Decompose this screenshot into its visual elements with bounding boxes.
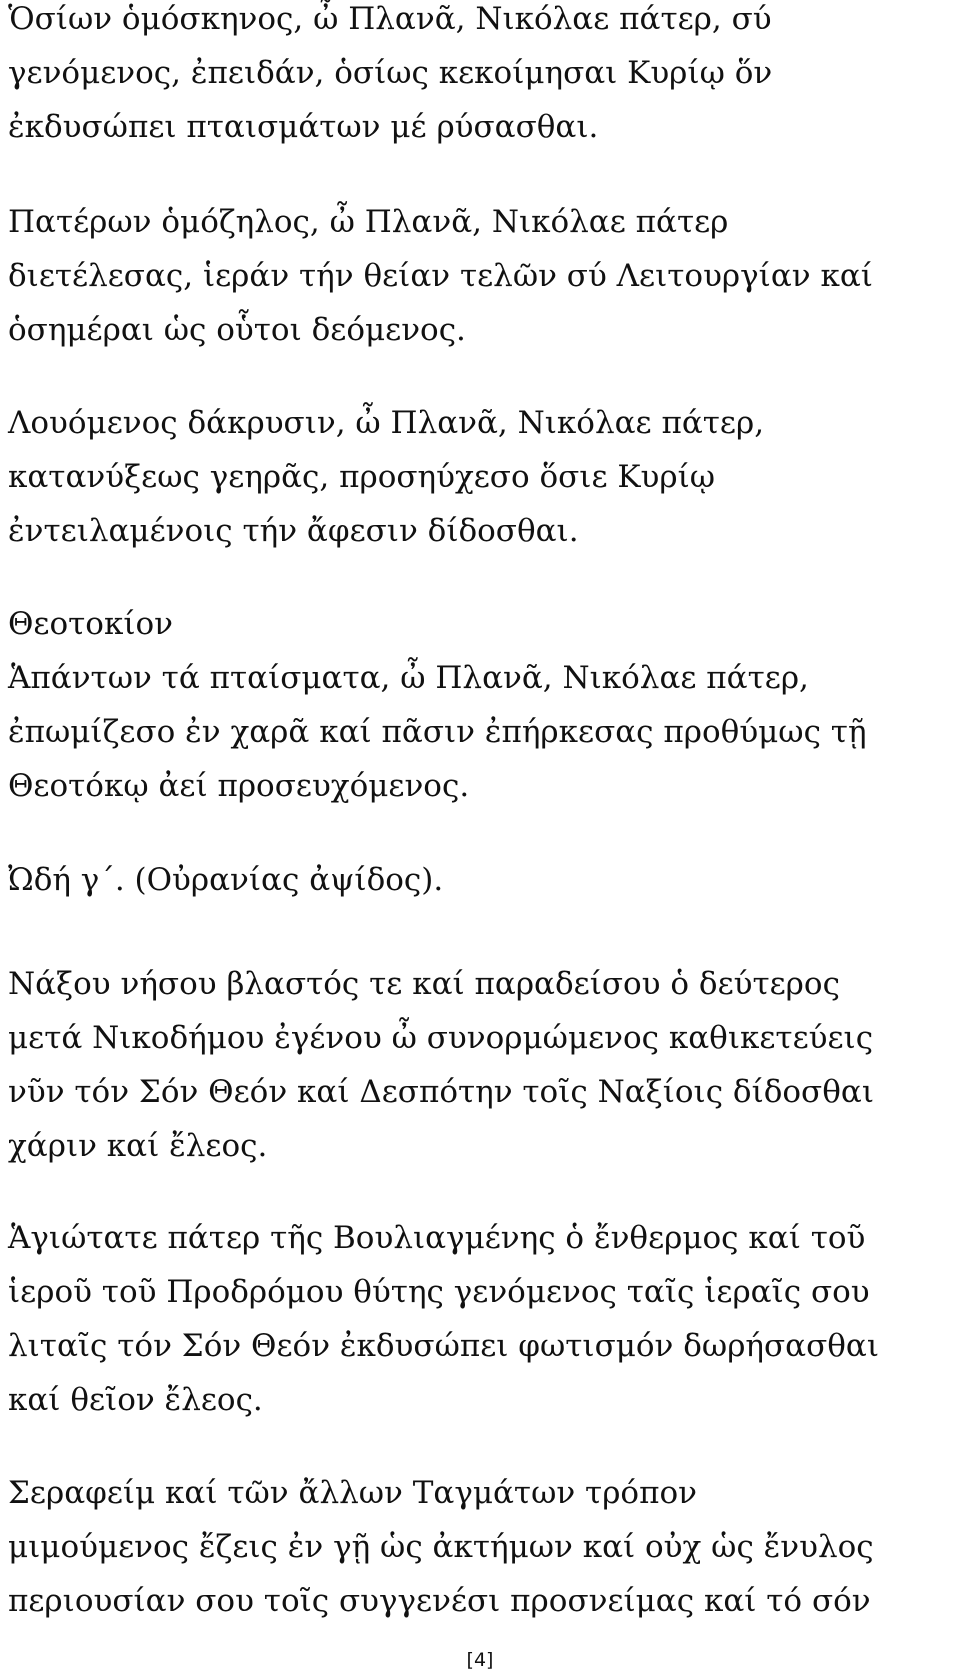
- text-line: λιταῖς τόν Σόν Θεόν ἐκδυσώπει φωτισμόν δωρήσασθαι: [8, 1328, 879, 1364]
- troparion-paragraph-4: [8, 957, 874, 1173]
- text-line: Νάξου νήσου βλαστός τε καί παραδείσου ὁ δεύτερος: [8, 966, 840, 1002]
- troparion-paragraph-6: [8, 1466, 874, 1628]
- text-line: ἐκδυσώπει πταισμάτων μέ ρύσασθαι.: [8, 109, 599, 145]
- text-line: Σεραφείμ καί τῶν ἄλλων Ταγμάτων τρόπον: [8, 1475, 697, 1511]
- ode-title: Ὠδή γ΄. (Οὐρανίας ἀψίδος).: [8, 862, 444, 898]
- theotokion-paragraph: [8, 597, 867, 813]
- text-line: καί θεῖον ἔλεος.: [8, 1382, 263, 1418]
- text-line: Ὁσίων ὁμόσκηνος, ὦ Πλανᾶ, Νικόλαε πάτερ, σύ: [8, 1, 772, 37]
- document-page: [8, 0, 958, 1678]
- troparion-paragraph-2: [8, 195, 873, 357]
- text-line: νῦν τόν Σόν Θεόν καί Δεσπότην τοῖς Ναξίοις δίδοσθαι: [8, 1074, 874, 1110]
- text-line: περιουσίαν σου τοῖς συγγενέσι προσνείμας καί τό σόν: [8, 1583, 871, 1619]
- theotokion-heading: Θεοτοκίον: [8, 606, 173, 642]
- page-number: [4]: [466, 1649, 494, 1671]
- text-line: γενόμενος, ἐπειδάν, ὁσίως κεκοίμησαι Κυρίῳ ὅν: [8, 55, 773, 91]
- text-line: ἱεροῦ τοῦ Προδρόμου θύτης γενόμενος ταῖς ἱεραῖς σου: [8, 1274, 870, 1310]
- text-line: διετέλεσας, ἱεράν τήν θείαν τελῶν σύ Λειτουργίαν καί: [8, 258, 873, 294]
- text-line: ἐντειλαμένοις τήν ἄφεσιν δίδοσθαι.: [8, 513, 579, 549]
- troparion-paragraph-1: [8, 0, 772, 154]
- ode-heading: [8, 853, 443, 907]
- troparion-paragraph-5: [8, 1211, 879, 1427]
- text-line: Ἁγιώτατε πάτερ τῆς Βουλιαγμένης ὁ ἔνθερμος καί τοῦ: [8, 1220, 866, 1256]
- text-line: χάριν καί ἔλεος.: [8, 1128, 268, 1164]
- text-line: Λουόμενος δάκρυσιν, ὦ Πλανᾶ, Νικόλαε πάτερ,: [8, 405, 765, 441]
- text-line: μιμούμενος ἔζεις ἐν γῇ ὡς ἀκτήμων καί οὐχ ὡς ἔνυλος: [8, 1529, 874, 1565]
- text-line: Θεοτόκῳ ἀεί προσευχόμενος.: [8, 768, 470, 804]
- text-line: Πατέρων ὁμόζηλος, ὦ Πλανᾶ, Νικόλαε πάτερ: [8, 204, 729, 240]
- text-line: ὁσημέραι ὡς οὗτοι δεόμενος.: [8, 312, 466, 348]
- text-line: Ἁπάντων τά πταίσματα, ὦ Πλανᾶ, Νικόλαε πάτερ,: [8, 660, 809, 696]
- text-line: κατανύξεως γεηρᾶς, προσηύχεσο ὅσιε Κυρίῳ: [8, 459, 716, 495]
- troparion-paragraph-3: [8, 396, 764, 558]
- text-line: ἐπωμίζεσο ἐν χαρᾶ καί πᾶσιν ἐπήρκεσας προθύμως τῇ: [8, 714, 867, 750]
- text-line: μετά Νικοδήμου ἐγένου ὦ συνορμώμενος καθικετεύεις: [8, 1020, 874, 1056]
